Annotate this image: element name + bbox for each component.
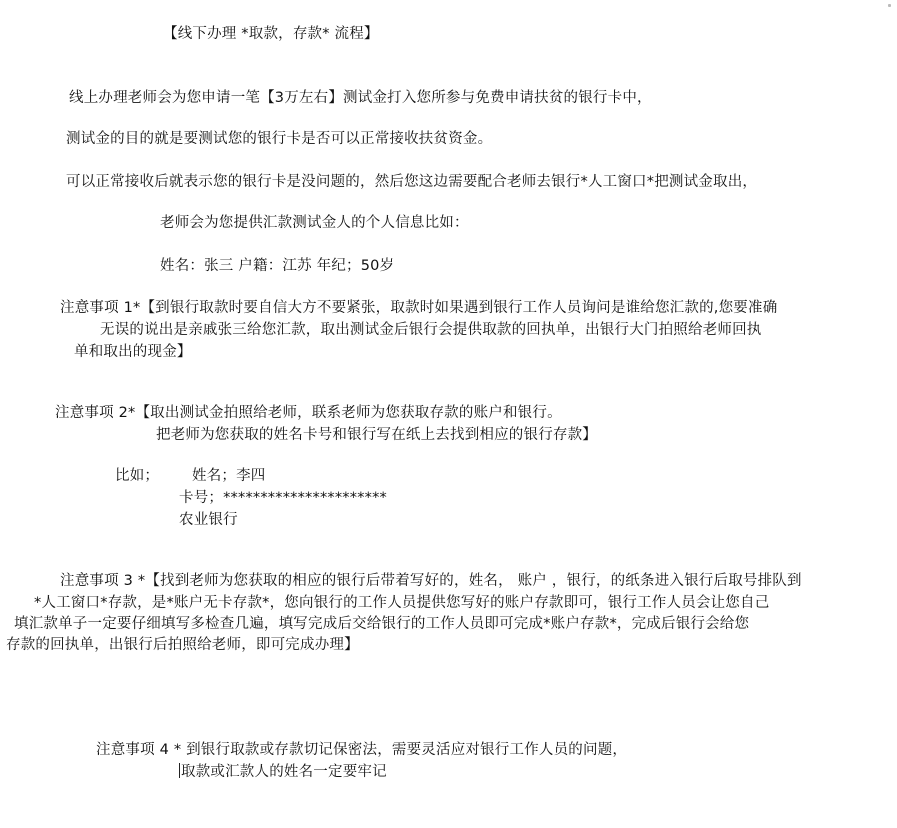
note1-line-2: 无误的说出是亲戚张三给您汇款，取出测试金后银行会提供取款的回执单，出银行大门拍照给老师回执 bbox=[100, 322, 762, 338]
note3-line-4: 存款的回执单，出银行后拍照给老师，即可完成办理】 bbox=[6, 637, 359, 653]
note2-line-1: 注意事项 2*【取出测试金拍照给老师，联系老师为您获取存款的账户和银行。 bbox=[55, 405, 562, 421]
note1-line-3: 单和取出的现金】 bbox=[74, 344, 192, 360]
text-cursor bbox=[179, 763, 180, 778]
scroll-indicator bbox=[888, 4, 891, 7]
note2-line-2: 把老师为您获取的姓名卡号和银行写在纸上去找到相应的银行存款】 bbox=[156, 427, 597, 443]
intro-line-3: 可以正常接收后就表示您的银行卡是没问题的，然后您这边需要配合老师去银行*人工窗口*把测试金取出， bbox=[66, 174, 758, 190]
doc-title: 【线下办理 *取款，存款* 流程】 bbox=[163, 26, 379, 42]
intro-line-4: 老师会为您提供汇款测试金人的个人信息比如： bbox=[160, 215, 469, 231]
note4-line-2-wrap[interactable] bbox=[179, 762, 387, 782]
note1-line-1: 注意事项 1*【到银行取款时要自信大方不要紧张，取款时如果遇到银行工作人员询问是谁给您汇款的,您要准确 bbox=[60, 300, 778, 316]
note3-line-3: 填汇款单子一定要仔细填写多检查几遍，填写完成后交给银行的工作人员即可完成*账户存款*，完成后银行会给您 bbox=[14, 616, 750, 632]
example-label: 比如； bbox=[115, 468, 160, 484]
note3-line-1: 注意事项 3 *【找到老师为您获取的相应的银行后带着写好的，姓名， 账户 ，银行，的纸条进入银行后取号排队到 bbox=[60, 573, 802, 589]
intro-line-1: 线上办理老师会为您申请一笔【3万左右】测试金打入您所参与免费申请扶贫的银行卡中， bbox=[69, 90, 652, 106]
example-card: 卡号；********************** bbox=[179, 490, 387, 506]
intro-line-5: 姓名：张三 户籍：江苏 年纪；50岁 bbox=[160, 258, 395, 274]
note3-line-2: *人工窗口*存款，是*账户无卡存款*，您向银行的工作人员提供您写好的账户存款即可，银行工作人员会让您自己 bbox=[34, 595, 770, 611]
example-bank: 农业银行 bbox=[179, 512, 238, 528]
intro-line-2: 测试金的目的就是要测试您的银行卡是否可以正常接收扶贫资金。 bbox=[66, 131, 493, 147]
example-name: 姓名；李四 bbox=[192, 468, 266, 484]
note4-line-2: 取款或汇款人的姓名一定要牢记 bbox=[181, 764, 387, 780]
note4-line-1: 注意事项 4 * 到银行取款或存款切记保密法，需要灵活应对银行工作人员的问题， bbox=[96, 742, 628, 758]
